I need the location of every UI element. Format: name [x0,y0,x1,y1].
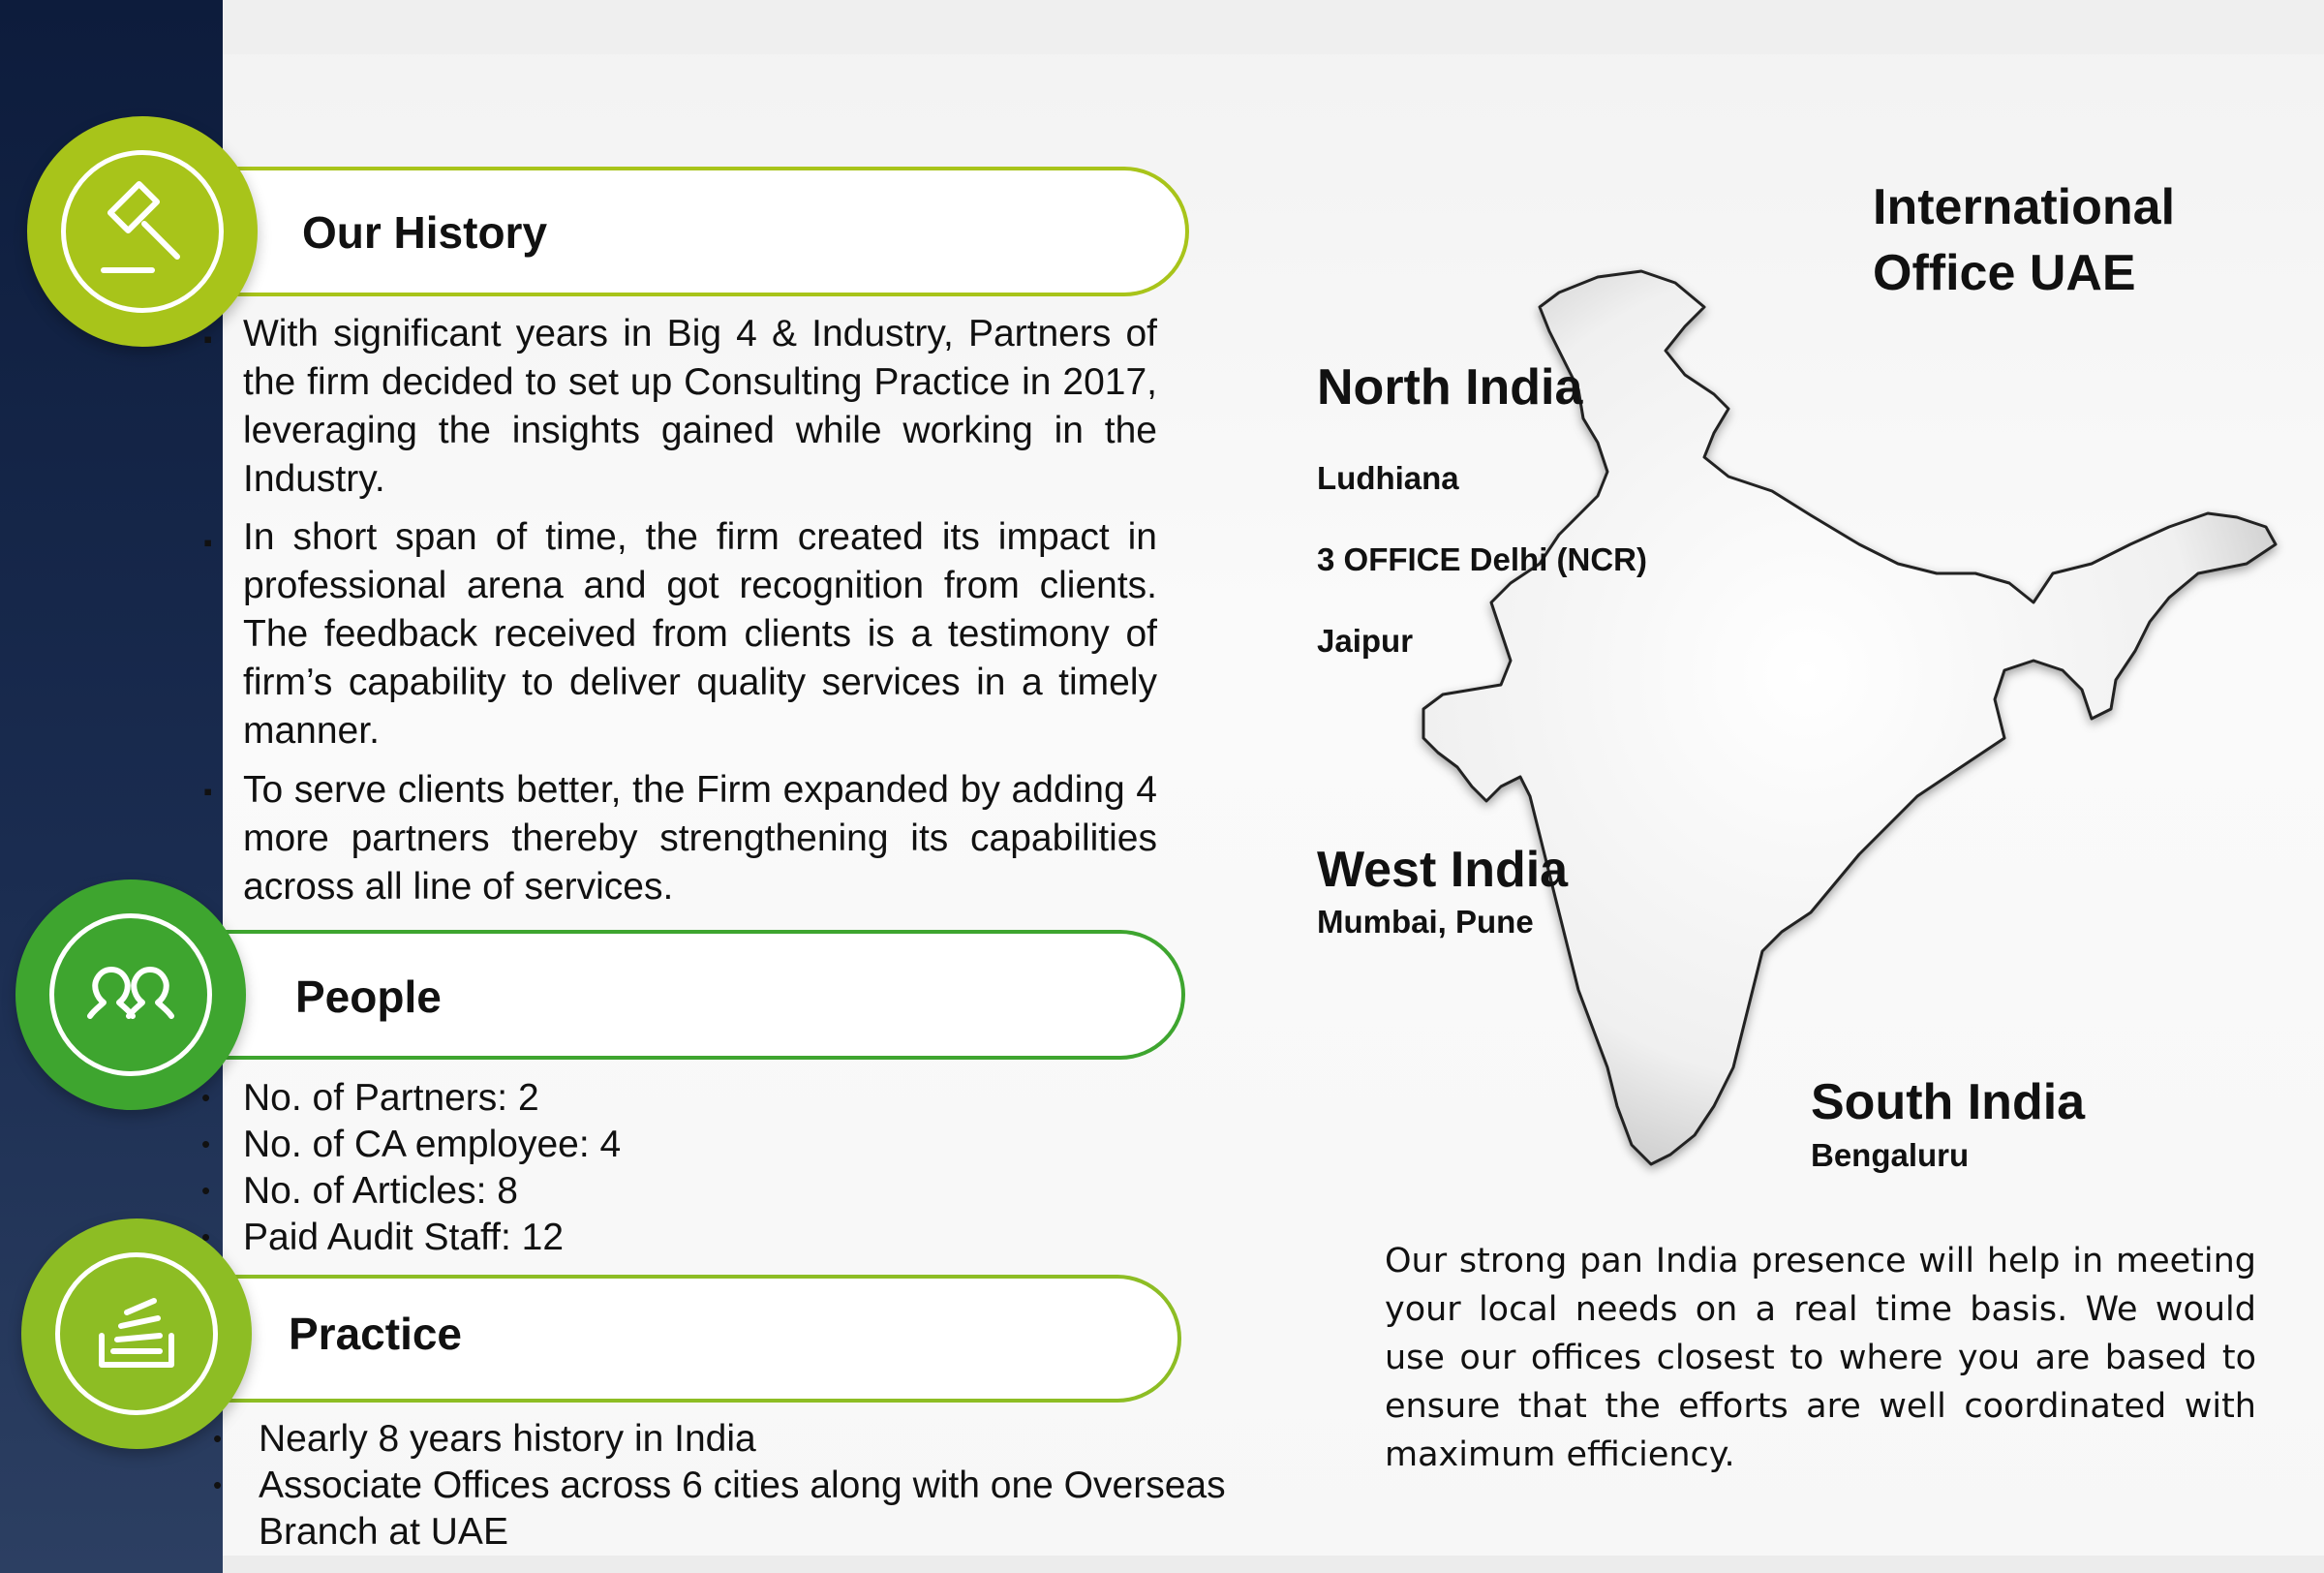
west-india-title: West India [1317,842,1569,898]
people-title: People [295,972,442,1022]
north-india-title: North India [1317,359,1583,416]
international-office-label [1873,174,2175,306]
south-city: Bengaluru [1811,1137,1970,1173]
people-item: Paid Audit Staff: 12 [243,1217,565,1258]
practice-item: Branch at UAE [259,1511,508,1553]
practice-item: Nearly 8 years history in India [259,1418,756,1460]
people-bullet: • [201,1176,211,1205]
people-item: No. of Partners: 2 [243,1077,539,1119]
practice-bullet: • [213,1424,223,1453]
history-paragraph: To serve clients better, the Firm expanded by adding 4 more partners thereby strengthening its capabilities across all line of services. [243,769,1157,908]
practice-badge [21,1218,252,1449]
people-bullet: • [201,1222,211,1251]
north-city: Jaipur [1317,623,1414,659]
intl-line-1: International [1873,179,2176,235]
west-city: Mumbai, Pune [1317,904,1534,940]
history-paragraph: With significant years in Big 4 & Industry, Partners of the firm decided to set up Consulting Practice in 2017, leveraging the insights gained while working in the Industry. [243,313,1157,500]
history-bullet: ▪ [203,528,213,557]
closing-statement: Our strong pan India presence will help in meeting your local needs on a real time basis. We would use our offices closest to where you are based to ensure that the efforts are well coordinated with maximum efficiency. [1385,1242,2256,1474]
history-bullet: ▪ [203,324,213,354]
north-city: 3 OFFICE Delhi (NCR) [1317,541,1648,577]
people-bullet: • [201,1129,211,1158]
top-band [223,0,2324,54]
stack-tray-icon [78,1276,195,1392]
intl-line-2: Office UAE [1873,245,2136,301]
south-india-title: South India [1811,1074,2086,1130]
practice-title: Practice [289,1309,463,1359]
history-bullet: ▪ [203,777,213,806]
people-bullet: • [201,1083,211,1112]
people-icon [73,937,189,1053]
people-item: No. of CA employee: 4 [243,1124,622,1165]
practice-item: Associate Offices across 6 cities along with one Overseas [259,1465,1226,1506]
history-title: Our History [302,207,548,258]
people-badge [15,879,246,1110]
gavel-icon [84,173,200,290]
practice-bullet: • [213,1470,223,1499]
people-item: No. of Articles: 8 [243,1170,518,1212]
bottom-band [223,1556,2324,1573]
history-badge [27,116,258,347]
north-city: Ludhiana [1317,460,1459,496]
history-paragraph: In short span of time, the firm created its impact in professional arena and got recognition from clients. The feedback received from clients is a testimony of firm’s capability to deliver quality services in a timely manner. [243,516,1157,752]
